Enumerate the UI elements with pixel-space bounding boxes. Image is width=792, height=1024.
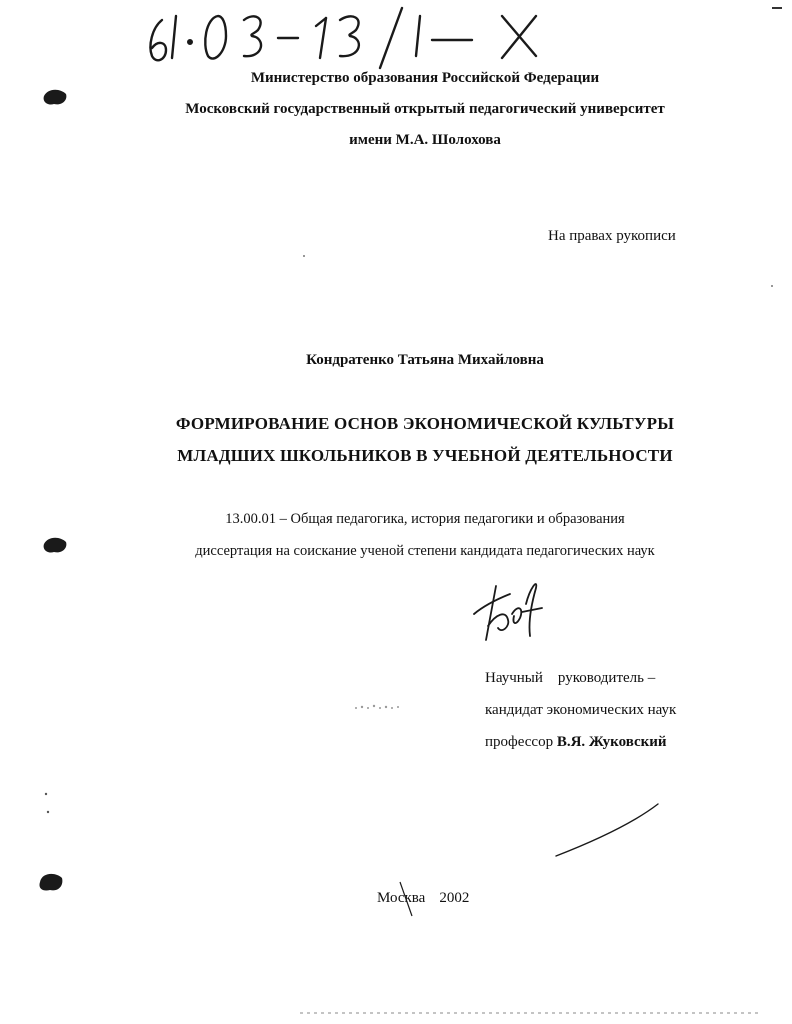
scan-specks <box>42 790 52 820</box>
city: Москва <box>377 890 426 906</box>
scan-edge-line <box>300 1012 760 1014</box>
pen-mark <box>398 880 418 920</box>
university-named-after: имени М.А. Шолохова <box>349 132 501 148</box>
degree-statement: диссертация на соискание ученой степени кандидата педагогических наук <box>195 543 655 559</box>
signature-image <box>466 574 556 646</box>
city-and-year <box>377 890 469 907</box>
dissertation-title-line-1: ФОРМИРОВАНИЕ ОСНОВ ЭКОНОМИЧЕСКОЙ КУЛЬТУРЫ <box>175 414 675 433</box>
handwritten-catalog-number <box>140 2 580 72</box>
advisor-degree: кандидат экономических наук <box>485 702 677 718</box>
rights-note: На правах рукописи <box>548 228 676 244</box>
scan-speck <box>768 280 778 310</box>
dissertation-title-line-2: МЛАДШИХ ШКОЛЬНИКОВ В УЧЕБНОЙ ДЕЯТЕЛЬНОСТИ <box>177 446 673 465</box>
scan-mark <box>770 2 784 14</box>
faint-stamp-mark <box>352 702 402 714</box>
advisor-title: профессор <box>485 734 557 750</box>
advisor-role: Научный руководитель – <box>485 670 656 686</box>
pen-stroke <box>552 800 662 860</box>
advisor-name: В.Я. Жуковский <box>556 734 667 750</box>
punch-hole-blot <box>40 86 70 108</box>
ministry-name: Министерство образования Российской Федерации <box>250 70 600 86</box>
advisor-name-line <box>485 734 667 751</box>
author-name: Кондратенко Татьяна Михайловна <box>306 352 544 368</box>
year: 2002 <box>439 890 470 906</box>
scan-speck <box>300 252 310 262</box>
university-name: Московский государственный открытый педагогический университет <box>185 101 665 117</box>
specialty-code: 13.00.01 – Общая педагогика, история педагогики и образования <box>225 511 625 527</box>
punch-hole-blot <box>36 870 66 894</box>
